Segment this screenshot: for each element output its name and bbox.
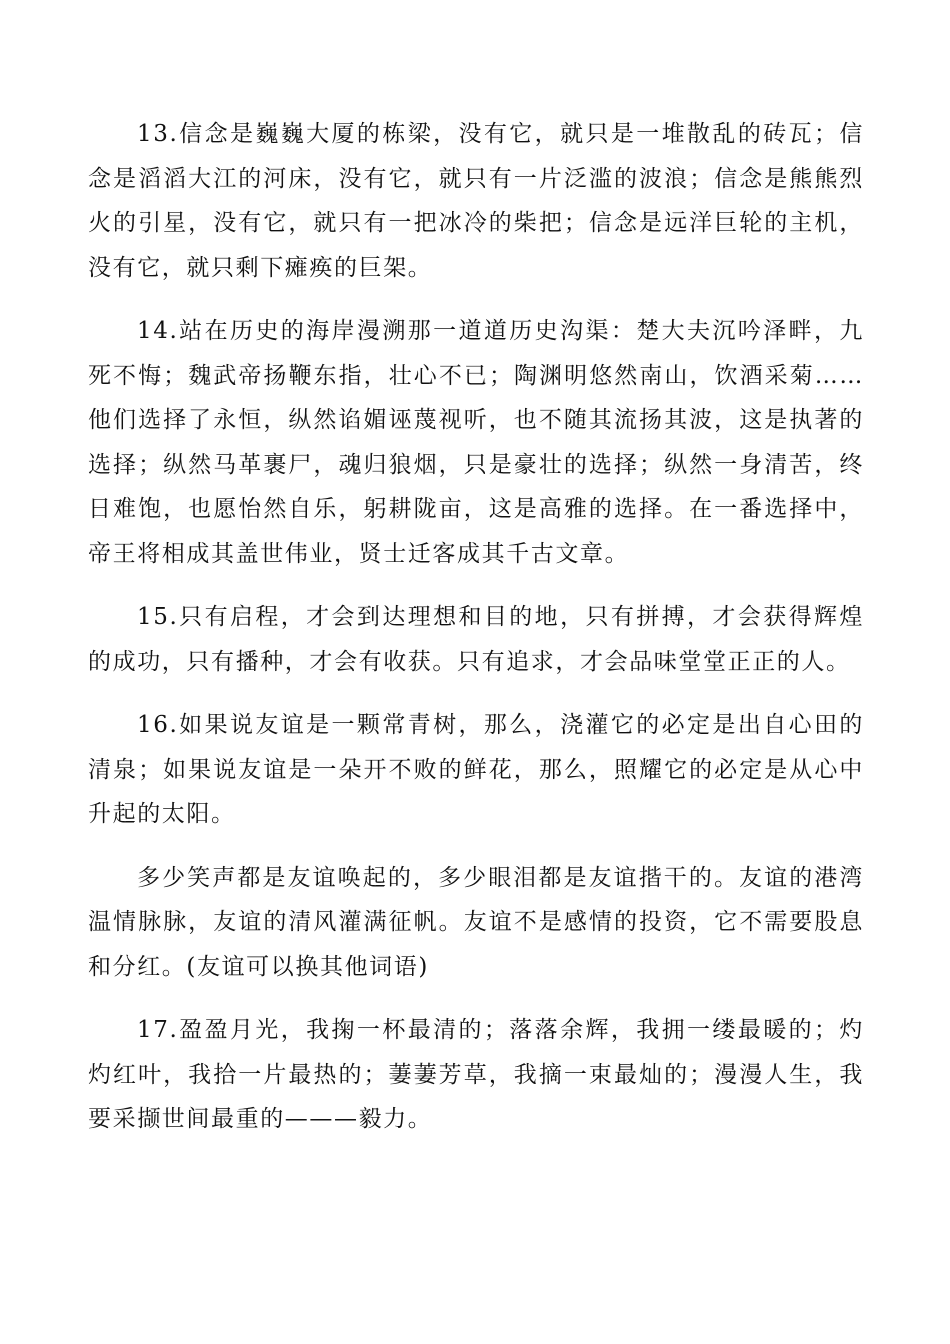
paragraph-15: 15.只有启程，才会到达理想和目的地，只有拼搏，才会获得辉煌的成功，只有播种，才会有收获。只有追求，才会品味堂堂正正的人。 [88,604,864,675]
paragraph-16: 16.如果说友谊是一颗常青树，那么，浇灌它的必定是出自心田的清泉；如果说友谊是一朵开不败的鲜花，那么，照耀它的必定是从心中升起的太阳。 [88,712,864,827]
paragraph-14: 14.站在历史的海岸漫溯那一道道历史沟渠：楚大夫沉吟泽畔，九死不悔；魏武帝扬鞭东指，壮心不已；陶渊明悠然南山，饮酒采菊……他们选择了永恒，纵然谄媚诬蔑视听，也不随其流扬其波，这是执著的选择；纵然马革裹尸，魂归狼烟，只是豪壮的选择；纵然一身清苦，终日难饱，也愿怡然自乐，躬耕陇亩，这是高雅的选择。在一番选择中，帝王将相成其盖世伟业，贤士迁客成其千古文章。 [88,318,864,567]
paragraph-friendship: 多少笑声都是友谊唤起的，多少眼泪都是友谊揩干的。友谊的港湾温情脉脉，友谊的清风灌满征帆。友谊不是感情的投资，它不需要股息和分红。(友谊可以换其他词语) [88,864,864,980]
document-page [88,112,864,1161]
paragraph-13: 13.信念是巍巍大厦的栋梁，没有它，就只是一堆散乱的砖瓦；信念是滔滔大江的河床，没有它，就只有一片泛滥的波浪；信念是熊熊烈火的引星，没有它，就只有一把冰冷的柴把；信念是远洋巨轮的主机，没有它，就只剩下瘫痪的巨架。 [88,121,864,281]
paragraph-17: 17.盈盈月光，我掬一杯最清的；落落余辉，我拥一缕最暖的；灼灼红叶，我拾一片最热的；萋萋芳草，我摘一束最灿的；漫漫人生，我要采撷世间最重的———毅力。 [88,1017,864,1132]
